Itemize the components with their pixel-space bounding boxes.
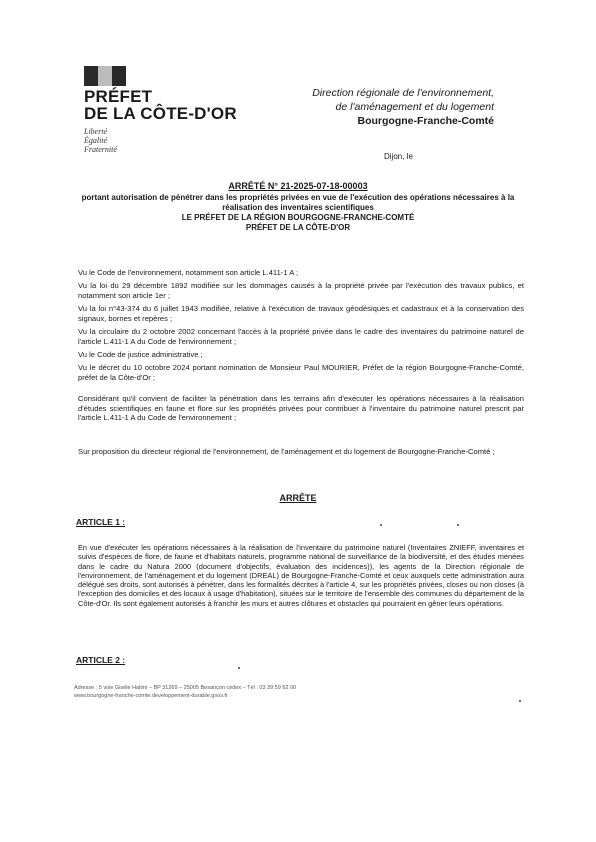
object-line-2: LE PRÉFET DE LA RÉGION BOURGOGNE-FRANCHE-COMTÉ bbox=[181, 213, 415, 222]
visa-5: Vu le Code de justice administrative ; bbox=[78, 350, 203, 359]
service-region: Bourgogne-Franche-Comté bbox=[357, 115, 494, 127]
scan-speck bbox=[238, 667, 240, 669]
visa-4: Vu la circulaire du 2 octobre 2002 concernant l'accès à la propriété privée dans le cadre des inventaires du patrimoine naturel de l'article L.411-1 A du Code de l'environnement ; bbox=[78, 327, 524, 346]
arrete-number: ARRÊTÉ N° 21-2025-07-18-00003 bbox=[228, 181, 368, 191]
marianne-logo-icon bbox=[84, 66, 126, 86]
considerant-paragraph: Considérant qu'il convient de faciliter la pénétration dans les terrains afin d'exécuter les opérations nécessaires à la réalisation d'études scientifiques en faune et flore sur les propriétés privées pour contribuer à l'inventaire du patrimoine naturel prescrit par l'article L.411-1 A du Code de l'environnement ; bbox=[78, 394, 524, 423]
object-line-3: PRÉFET DE LA CÔTE-D'OR bbox=[245, 223, 351, 232]
object-line-1: portant autorisation de pénétrer dans les propriétés privées en vue de l'exécution des opérations nécessaires à la réalisation des inventaires scientifiques bbox=[81, 193, 515, 212]
arrete-object bbox=[70, 193, 526, 233]
footer-website: www.bourgogne-franche-comte.developpement-durable.gouv.fr bbox=[74, 693, 228, 699]
proposition-paragraph: Sur proposition du directeur régional de l'environnement, de l'aménagement et du logement de Bourgogne-Franche-Comté ; bbox=[78, 447, 495, 456]
article-1-text: En vue d'exécuter les opérations nécessaires à la réalisation de l'inventaire du patrimoine naturel (Inventaires ZNIEFF, inventaires et suivis d'espèces de flore, de faune et d'habitats naturels, programme national de surveillance de la biodiversité, et des études menées dans le cadre du Natura 2000 (document d'objectifs, évaluation des incidences)), les agents de la Direction régionale de l'environnement, de l'aménagement et du logement (DREAL) de Bourgogne-Franche-Comté et ceux auxquels cette administration aura délégué ses droits, sont autorisés à pénétrer, dans les formalités décrites à l'article 4, sur les propriétés privées, closes ou non closes (à l'exception des domiciles et des locaux à usage d'habitation), situées sur le territoire de l'ensemble des communes du département de la Côte-d'Or. Ils sont également autorisés à franchir les murs et autres clôtures et obstacles qui pourraient en gêner leurs opérations. bbox=[78, 543, 524, 608]
scan-speck bbox=[519, 700, 521, 702]
arrete-heading: ARRÊTE bbox=[279, 493, 317, 503]
visa-1: Vu le Code de l'environnement, notamment son article L.411-1 A ; bbox=[78, 268, 299, 277]
article-2-heading: ARTICLE 2 : bbox=[76, 655, 126, 665]
place-date: Dijon, le bbox=[384, 152, 413, 161]
scan-speck bbox=[457, 524, 459, 526]
motto-fraternite: Fraternité bbox=[84, 145, 117, 154]
visa-2: Vu la loi du 29 décembre 1892 modifiée sur les dommages causés à la propriété privée par l'exécution des travaux publics, et notamment son article 1er ; bbox=[78, 281, 524, 300]
logo-line-1: PRÉFET bbox=[84, 87, 153, 106]
footer-address: Adresse : 5 voie Gisèle Halimi – BP 31269 – 25005 Besançon cedex – Tél : 03 39 59 62 00 bbox=[74, 685, 297, 691]
logo-line-2: DE LA CÔTE-D'OR bbox=[84, 104, 237, 123]
motto-liberte: Liberté bbox=[84, 127, 108, 136]
scan-speck bbox=[380, 524, 382, 526]
service-line-2: de l'aménagement et du logement bbox=[335, 101, 494, 113]
visa-6: Vu le décret du 10 octobre 2024 portant nomination de Monsieur Paul MOURIER, Préfet de la région Bourgogne-Franche-Comté, préfet de la Côte-d'Or ; bbox=[78, 363, 524, 382]
service-line-1: Direction régionale de l'environnement, bbox=[312, 87, 494, 99]
prefecture-logo-text bbox=[84, 88, 237, 122]
motto-egalite: Égalité bbox=[84, 136, 108, 145]
article-1-heading: ARTICLE 1 : bbox=[76, 517, 126, 527]
visa-3: Vu la loi n°43-374 du 6 juillet 1943 modifiée, relative à l'exécution de travaux géodésiques et cadastraux et à la conservation des signaux, bornes et repères ; bbox=[78, 304, 524, 323]
